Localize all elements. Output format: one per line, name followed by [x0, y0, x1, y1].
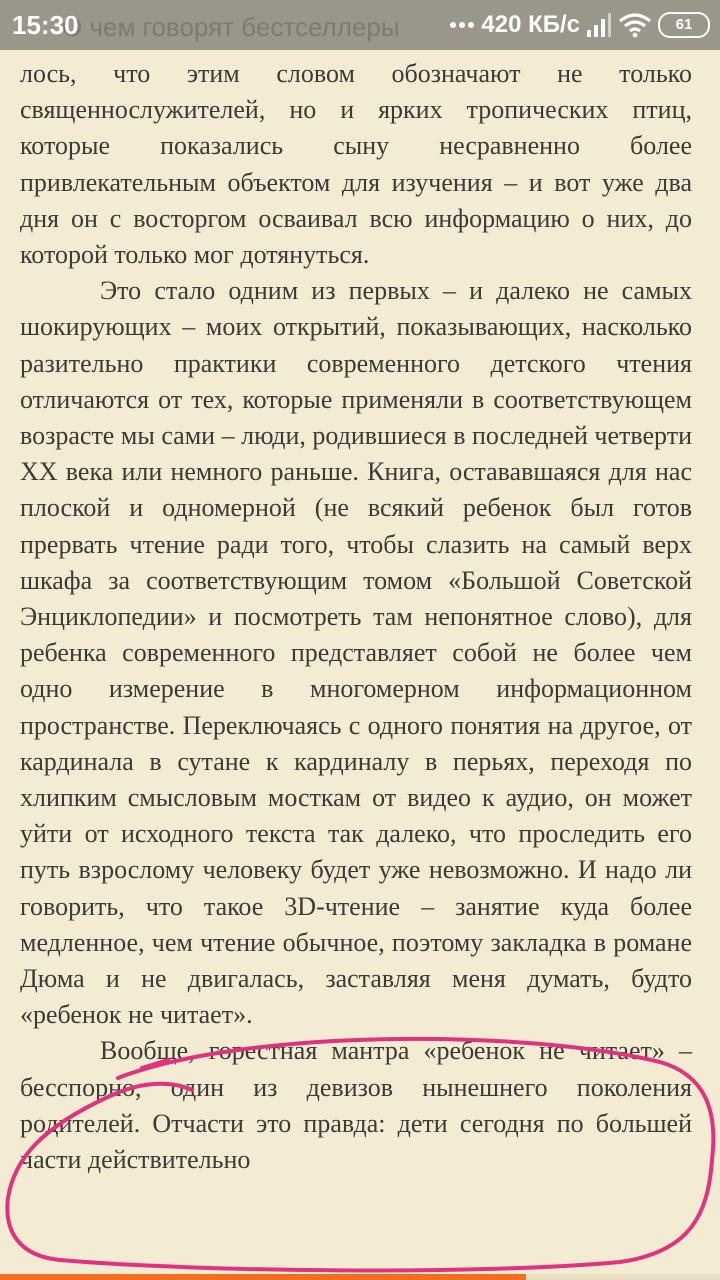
status-time: 15:30: [12, 10, 79, 40]
battery-icon: 61: [658, 12, 710, 38]
reading-progress-bar: [0, 1274, 720, 1280]
wifi-icon: [618, 12, 652, 38]
paragraph-3: Вообще, горестная мантра «ребенок не читает» – бесспорно, один из девизов нынешнего поколения родителей. Отчасти это правда: дети сегодня по большей части действительно: [20, 1036, 692, 1175]
reading-progress-fill: [0, 1274, 526, 1280]
status-icons: [449, 8, 710, 42]
status-bar: [0, 0, 720, 50]
dots-icon: [449, 20, 475, 30]
paragraph-2: Это стало одним из первых – и далеко не самых шокирующих – моих открытий, показывающих, насколько разительно практики современного детского чтения отличаются от тех, которые применяли в соответствующем возрасте мы сами – люди, родившиеся в последней четверти XX века или немного раньше. Книга, остававшаяся для нас плоской и одномерной (не всякий ребенок был готов прервать чтение ради того, чтобы слазить на самый верх шкафа за соответствующим томом «Большой Советской Энциклопедии» и посмотреть там непонятное слово), для ребенка современного представляет собой не более чем одно измерение в многомерном информационном пространстве. Переключаясь с одного понятия на другое, от кардинала в сутане к кардиналу в перьях, переходя по хлипким смысловым мосткам от видео к аудио, он может уйти от исходного текста так далеко, что проследить его путь взрослому человеку будет уже невозможно. И надо ли говорить, что такое 3D-чтение – занятие куда более медленное, чем чтение обычное, поэтому закладка в романе Дюма и не двигалась, заставляя меня думать, будто «ребенок не читает».: [20, 276, 692, 1030]
book-title: О чем говорят бестселлеры: [62, 12, 400, 42]
book-text[interactable]: [20, 56, 692, 1178]
paragraph-1: лось, что этим словом обозначают не только священнослужителей, но и ярких тропических птиц, которые показались сыну несравненно более привлекательным объектом для изучения – и вот уже два дня он с восторгом осваивал всю информацию о них, до которой только мог дотянуться.: [20, 59, 692, 270]
network-speed: 420 КБ/с: [481, 11, 580, 38]
signal-icon: [586, 12, 612, 38]
